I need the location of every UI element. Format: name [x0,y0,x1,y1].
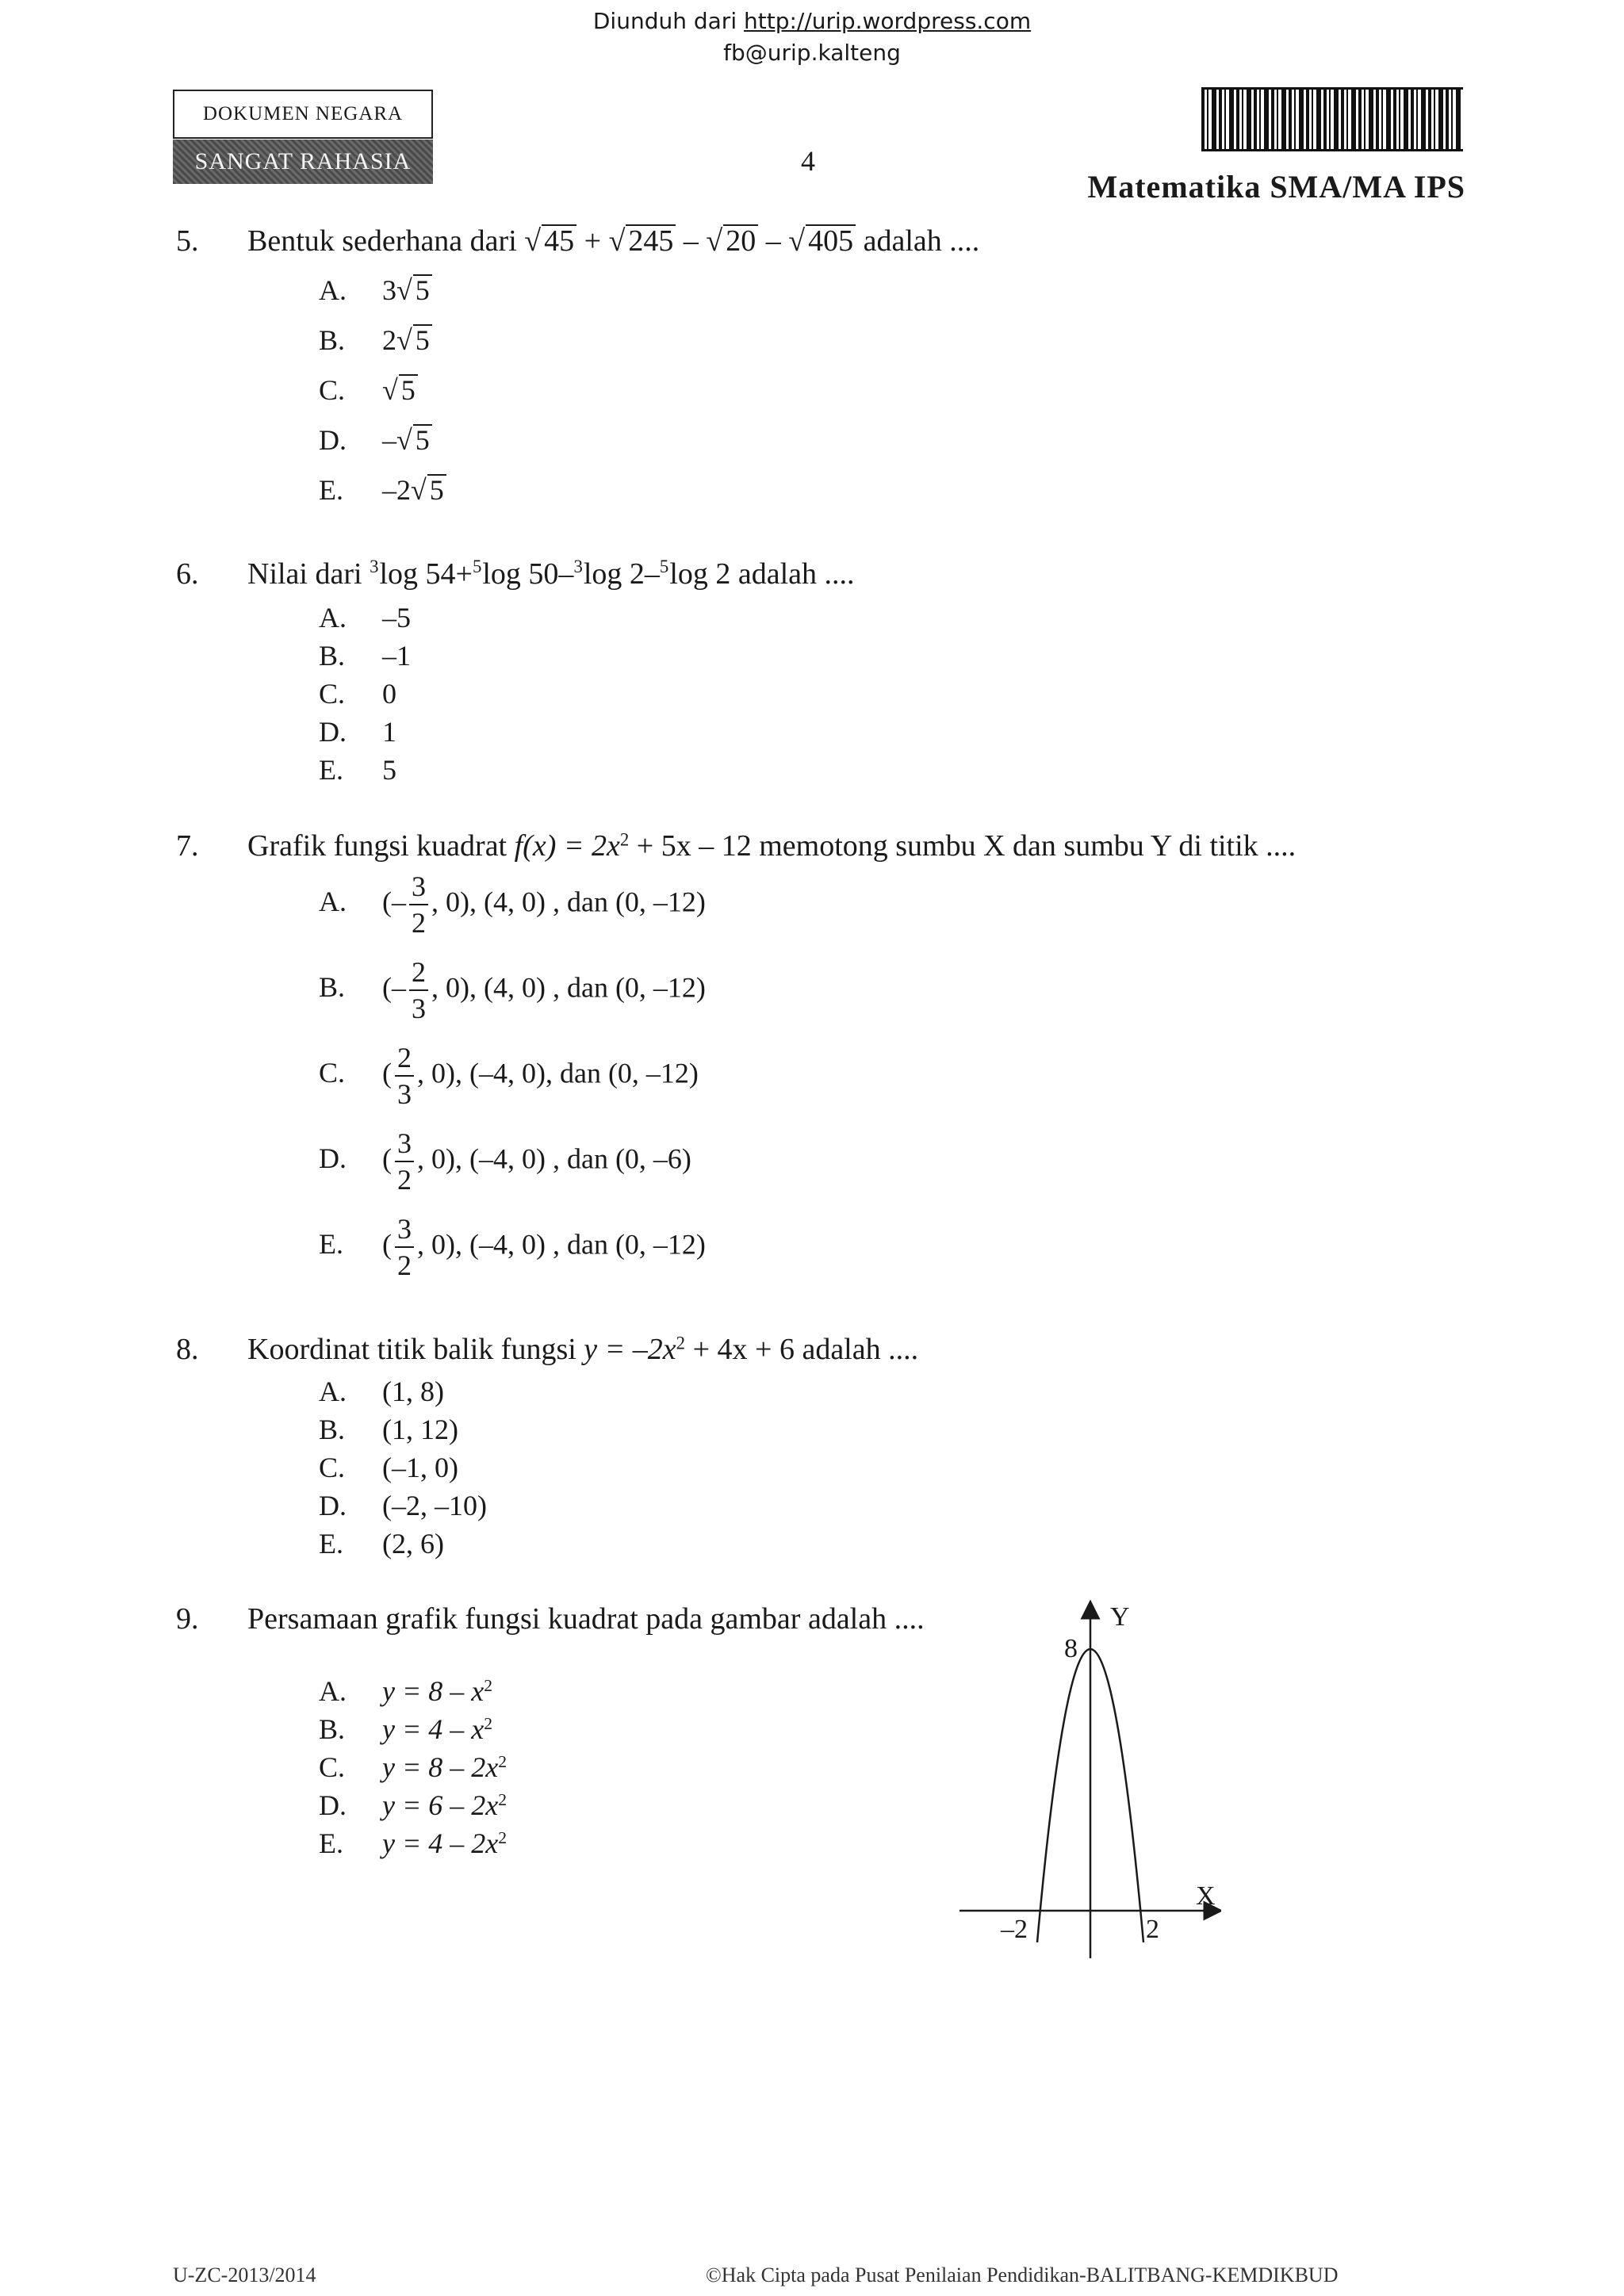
q9-option-a[interactable]: A. $y = 8 - x^2$ [319,1675,493,1707]
q8-option-e[interactable]: E. (2, 6) [319,1528,444,1559]
q7-number: 7. [176,829,199,863]
q8-stem: Koordinat titik balik fungsi $y = -2x^2 + 4x + 6$ adalah .... [247,1333,919,1366]
subject-title: Matematika SMA/MA IPS [1087,169,1465,205]
x-axis-label: X [1196,1881,1216,1911]
left-root-label: –2 [1001,1915,1028,1944]
q9-number: 9. [176,1602,199,1636]
q5-op-1: + [584,224,602,258]
q7-option-c[interactable]: C. ( $\frac{2}{3}$ , 0), (–4, 0), dan (0, –12) [319,1042,699,1110]
q9-option-c[interactable]: C. $y = 8 - 2x^2$ [319,1751,508,1783]
download-link[interactable]: http://urip.wordpress.com [744,8,1032,34]
q7-stem: Grafik fungsi kuadrat $f(x) = 2x^2 + 5x - 12$ memotong sumbu X dan sumbu Y di titik .... [247,829,1297,863]
facebook-handle: fb@urip.kalteng [723,40,901,66]
q8-option-b[interactable]: B. (1, 12) [319,1414,458,1445]
q7-option-a[interactable]: A. (– $\frac{3}{2}$ , 0), (4, 0) , dan (0, –12) [319,871,706,939]
q9-option-b[interactable]: B. $y = 4 - x^2$ [319,1713,493,1745]
q8-option-c[interactable]: C. (–1, 0) [319,1452,458,1483]
footer-copyright: ©Hak Cipta pada Pusat Penilaian Pendidikan-BALITBANG-KEMDIKBUD [706,2263,1339,2286]
q6-option-b[interactable]: B. –1 [319,640,411,672]
q5-option-a[interactable]: A. 3√ 5 [319,274,432,307]
q5-option-e[interactable]: E. –2√ 5 [319,473,446,507]
q9-stem: Persamaan grafik fungsi kuadrat pada gambar adalah .... [247,1602,925,1636]
peak-label: 8 [1064,1634,1078,1663]
download-source [0,8,1624,35]
q5-option-c[interactable]: C. √ 5 [319,373,418,407]
footer-code: U-ZC-2013/2014 [173,2263,316,2286]
q8-option-a[interactable]: A. (1, 8) [319,1376,444,1407]
q5-term-3: 20 [723,224,758,256]
q5-term-1: 45 [542,224,576,256]
q6-option-e[interactable]: E. 5 [319,754,396,786]
q5-number: 5. [176,224,199,258]
q5-term-2: 245 [626,224,676,256]
q8-number: 8. [176,1333,199,1366]
q5-stem: Bentuk sederhana dari √ 45 + √ 245 – √ 20 – √ 405 adalah .... [247,224,980,258]
y-axis-label: Y [1110,1602,1130,1632]
barcode-image [1201,87,1463,151]
sangat-rahasia-stamp: SANGAT RAHASIA [173,140,433,184]
q6-number: 6. [176,557,199,591]
q6-option-c[interactable]: C. 0 [319,678,396,710]
dokumen-negara-label: DOKUMEN NEGARA [173,90,433,139]
q5-op-2: – [683,224,699,258]
q7-option-e[interactable]: E. ( $\frac{3}{2}$ , 0), (–4, 0) , dan (0, –12) [319,1213,706,1281]
q5-stem-pre: Bentuk sederhana dari [247,224,517,258]
q9-option-e[interactable]: E. $y = 4 - 2x^2$ [319,1827,508,1859]
q8-option-d[interactable]: D. (–2, –10) [319,1490,487,1521]
right-root-label: 2 [1146,1915,1159,1944]
download-prefix: Diunduh dari [592,8,737,34]
page-number: 4 [801,145,815,177]
q5-option-d[interactable]: D. –√ 5 [319,423,432,457]
q5-option-b[interactable]: B. 2√ 5 [319,323,432,357]
q9-parabola-graph [944,1594,1221,1966]
q7-option-d[interactable]: D. ( $\frac{3}{2}$ , 0), (–4, 0) , dan (0, –6) [319,1127,691,1196]
q6-stem: Nilai dari $^3$log 54+$^5$log 50–$^3$log 2–$^5$log 2 adalah .... [247,557,855,591]
q7-option-b[interactable]: B. (– $\frac{2}{3}$ , 0), (4, 0) , dan (0, –12) [319,956,706,1024]
q9-option-d[interactable]: D. $y = 6 - 2x^2$ [319,1789,508,1821]
q5-term-4: 405 [806,224,856,256]
q6-option-d[interactable]: D. 1 [319,716,396,748]
q5-stem-post: adalah .... [863,224,980,258]
q5-op-3: – [765,224,781,258]
q6-option-a[interactable]: A. –5 [319,602,411,633]
